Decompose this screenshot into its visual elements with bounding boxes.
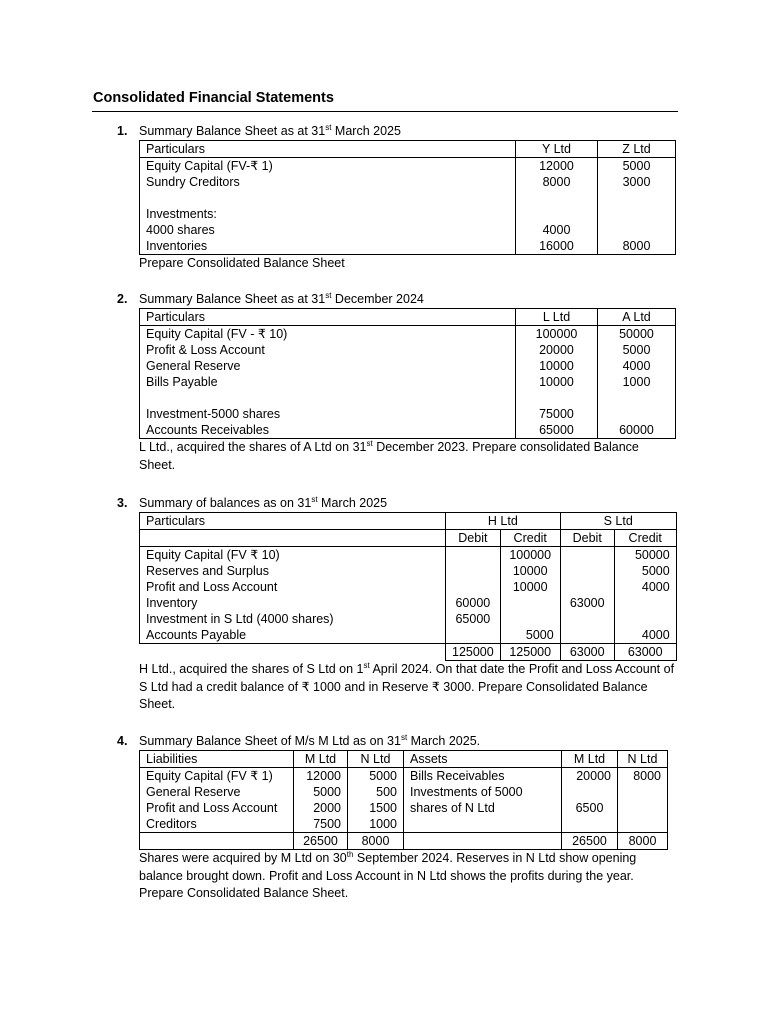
- table-row: Inventories 16000 8000: [140, 238, 676, 255]
- question-number: 4.: [117, 734, 128, 748]
- table-row: 4000 shares 4000: [140, 222, 676, 238]
- header-cell: N Ltd: [618, 751, 668, 768]
- table-header-row: [140, 309, 676, 326]
- header-cell: Z Ltd: [598, 141, 676, 158]
- table-row: Profit & Loss Account 20000 5000: [140, 342, 676, 358]
- table-row: Creditors 7500 1000: [140, 816, 668, 833]
- question-note: Shares were acquired by M Ltd on 30th September 2024. Reserves in N Ltd show opening balance brought down. Profit and Loss Account in N Ltd shows the profits during the year. Prepare Consolidated Balance Sheet.: [139, 849, 637, 900]
- question-3: [117, 495, 677, 714]
- question-heading: [117, 495, 677, 512]
- question-note: H Ltd., acquired the shares of S Ltd on 1st April 2024. On that date the Profit and Loss Account of S Ltd had a credit balance of ₹ 1000 and in Reserve ₹ 3000. Prepare Consolidated Balance Sheet.: [139, 660, 675, 711]
- header-cell: Assets: [404, 751, 562, 768]
- table-row: Accounts Receivables 65000 60000: [140, 422, 676, 439]
- table-row: Profit and Loss Account 2000 1500 shares of N Ltd 6500: [140, 800, 668, 816]
- title-divider: [92, 111, 678, 112]
- header-cell: Credit: [500, 530, 560, 547]
- table-row: General Reserve 10000 4000: [140, 358, 676, 374]
- question-heading: [117, 123, 677, 140]
- question-number: 2.: [117, 292, 128, 306]
- table-row: Equity Capital (FV ₹ 1) 12000 5000 Bills Receivables 20000 8000: [140, 768, 668, 785]
- table-row: Accounts Payable 5000 4000: [140, 627, 677, 644]
- header-cell: A Ltd: [598, 309, 676, 326]
- page-title: Consolidated Financial Statements: [93, 90, 334, 106]
- table-body: [140, 158, 676, 255]
- question-note: Prepare Consolidated Balance Sheet: [139, 256, 345, 270]
- header-cell: Debit: [446, 530, 501, 547]
- table-row: Profit and Loss Account 10000 4000: [140, 579, 677, 595]
- header-cell: Particulars: [140, 309, 516, 326]
- header-cell: M Ltd: [294, 751, 348, 768]
- table-row: Equity Capital (FV - ₹ 10) 100000 50000: [140, 326, 676, 343]
- question-number: 1.: [117, 124, 128, 138]
- table-row: Investments:: [140, 206, 676, 222]
- table-header-row: [140, 513, 677, 530]
- totals-row: 125000 125000 63000 63000: [140, 644, 677, 661]
- question-title: Summary Balance Sheet as at 31st March 2025: [139, 122, 401, 138]
- header-cell: Liabilities: [140, 751, 294, 768]
- question-heading: [117, 291, 677, 308]
- table-row: Reserves and Surplus 10000 5000: [140, 563, 677, 579]
- balance-sheet-table: [139, 750, 668, 850]
- table-row: Inventory 60000 63000: [140, 595, 677, 611]
- table-row: Sundry Creditors 8000 3000: [140, 174, 676, 190]
- trial-balance-table: [139, 512, 677, 661]
- table-row: Equity Capital (FV ₹ 10) 100000 50000: [140, 547, 677, 564]
- table-row: Bills Payable 10000 1000: [140, 374, 676, 390]
- header-cell: S Ltd: [560, 513, 676, 530]
- table-row: Investment-5000 shares 75000: [140, 406, 676, 422]
- header-cell: Debit: [560, 530, 614, 547]
- table-header-row: [140, 141, 676, 158]
- question-1: [117, 123, 677, 273]
- header-cell: H Ltd: [446, 513, 561, 530]
- table-row: [140, 190, 676, 206]
- balance-sheet-table: [139, 308, 676, 439]
- balance-sheet-table: [139, 140, 676, 255]
- question-title: Summary Balance Sheet as at 31st December 2024: [139, 290, 424, 306]
- header-cell: L Ltd: [516, 309, 598, 326]
- table-body: [140, 547, 677, 644]
- header-cell: Particulars: [140, 513, 446, 530]
- table-row: [140, 390, 676, 406]
- table-row: Equity Capital (FV-₹ 1) 12000 5000: [140, 158, 676, 175]
- question-heading: [117, 733, 677, 750]
- totals-row: 26500 8000 26500 8000: [140, 833, 668, 850]
- table-body: [140, 326, 676, 439]
- header-cell: M Ltd: [562, 751, 618, 768]
- question-title: Summary Balance Sheet of M/s M Ltd as on 31st March 2025.: [139, 732, 481, 748]
- question-2: [117, 291, 677, 474]
- table-row: General Reserve 5000 500 Investments of 5000: [140, 784, 668, 800]
- question-title: Summary of balances as on 31st March 2025: [139, 494, 388, 510]
- header-cell: Y Ltd: [516, 141, 598, 158]
- header-cell: N Ltd: [348, 751, 404, 768]
- table-row: Investment in S Ltd (4000 shares) 65000: [140, 611, 677, 627]
- table-header-row: [140, 751, 668, 768]
- table-subheader-row: [140, 530, 677, 547]
- question-note: L Ltd., acquired the shares of A Ltd on 31st December 2023. Prepare consolidated Balance Sheet.: [139, 438, 639, 472]
- question-number: 3.: [117, 496, 128, 510]
- table-body: [140, 768, 668, 833]
- header-cell: Credit: [614, 530, 676, 547]
- header-cell: Particulars: [140, 141, 516, 158]
- question-4: [117, 733, 677, 903]
